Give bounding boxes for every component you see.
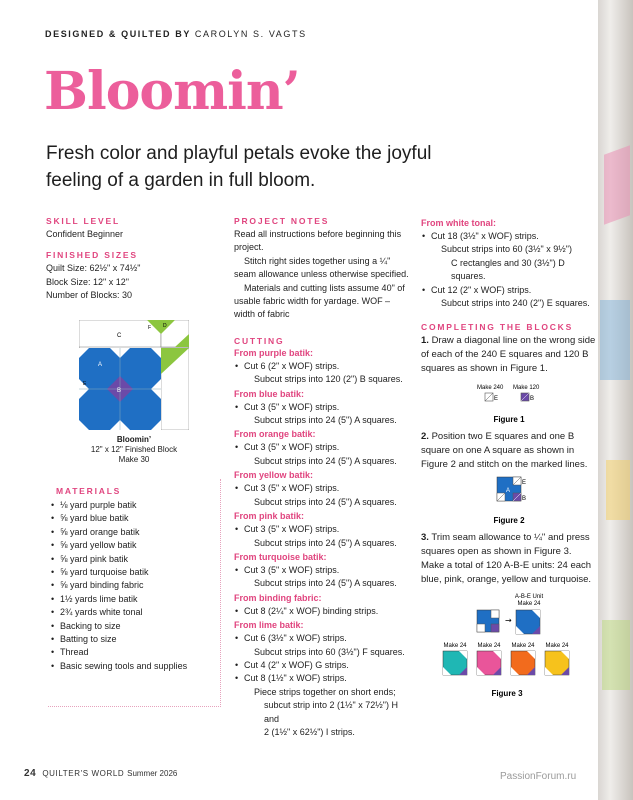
material-item: • ⅝ yard pink batik: [50, 553, 220, 566]
cut-orange-sub: Subcut strips into 24 (5") A squares.: [254, 455, 397, 466]
number-of-blocks: Number of Blocks: 30: [46, 290, 133, 301]
cut-binding-label: From binding fabric:: [234, 592, 322, 603]
materials-heading: MATERIALS: [56, 486, 122, 496]
unit-pink: [477, 643, 501, 675]
page-title: Bloomin’: [44, 61, 300, 122]
fig1-b: B: [530, 396, 535, 403]
note-p3: Materials and cutting lists assume 40" of usable fabric width for yardage. WOF – width of fabric: [234, 282, 405, 320]
unit-yellow: [545, 643, 569, 675]
fig1-make-e: Make 240: [477, 385, 504, 392]
make-pink: Make 24: [477, 643, 501, 650]
designer-name: CAROLYN S. VAGTS: [194, 29, 307, 39]
block-finished-size: 12" x 12" Finished Block: [90, 445, 178, 454]
make-orange: Make 24: [511, 643, 535, 650]
step-3-text: Trim seam allowance to ¼" and press squares open as shown in Figure 3. Make a total of 120 A-B-E units: 24 each blue, pink, orange, yellow and turquoise.: [421, 532, 592, 586]
page-number: 24: [24, 768, 37, 779]
cut-turquoise: • Cut 3 (5" x WOF) strips.: [234, 564, 409, 577]
fig1-e: E: [494, 396, 499, 403]
label-b: B: [117, 388, 122, 394]
cutting-heading: CUTTING: [234, 335, 285, 346]
block-diagram: [79, 320, 189, 430]
cut-white-1-sub-a: Subcut strips into 60 (3½" x 9½"): [441, 244, 572, 255]
label-f: F: [148, 325, 152, 331]
column-right: [421, 216, 597, 702]
fig3-unit-label: A-B-E Unit: [514, 594, 544, 601]
column-left: [46, 216, 216, 303]
unit-orange: [511, 643, 535, 675]
cut-lime-label: From lime batik:: [234, 620, 304, 631]
material-item: • ⅝ yard orange batik: [50, 526, 220, 539]
fig3-unit-make: Make 24: [517, 601, 541, 608]
page-footer: [24, 768, 177, 779]
fig2-b: B: [522, 496, 527, 503]
material-item: • ⅛ yard purple batik: [50, 499, 220, 512]
cut-purple-sub: Subcut strips into 120 (2") B squares.: [254, 374, 403, 385]
cut-turquoise-sub: Subcut strips into 24 (5") A squares.: [254, 578, 397, 589]
material-item: • Thread: [50, 646, 220, 659]
step-2: [421, 430, 597, 472]
note-p1: Read all instructions before beginning this project.: [234, 229, 402, 253]
label-e: E: [83, 381, 87, 387]
step-1-number: 1.: [421, 335, 429, 347]
finished-heading: FINISHED SIZES: [46, 250, 138, 261]
label-c: C: [117, 333, 122, 339]
note-p2: Stitch right sides together using a ¼" seam allowance unless otherwise specified.: [234, 255, 409, 280]
cut-white-1: • Cut 18 (3½" x WOF) strips.: [421, 230, 597, 243]
material-item: • 1½ yards lime batik: [50, 593, 220, 606]
cut-pink-label: From pink batik:: [234, 511, 305, 522]
label-a: A: [98, 362, 103, 368]
cut-orange-label: From orange batik:: [234, 429, 316, 440]
block-size: Block Size: 12" x 12": [46, 276, 129, 287]
cut-blue: • Cut 3 (5" x WOF) strips.: [234, 401, 409, 414]
cut-lime-2: • Cut 4 (2" x WOF) G strips.: [234, 659, 409, 672]
material-item: • 2¾ yards white tonal: [50, 606, 220, 619]
project-notes-heading: PROJECT NOTES: [234, 216, 330, 226]
unit-turquoise: [443, 643, 467, 675]
cut-blue-sub: Subcut strips into 24 (5") A squares.: [254, 415, 397, 426]
arrow-icon: →: [505, 616, 512, 626]
block-make-count: Make 30: [118, 455, 150, 464]
material-item: • ⅝ yard binding fabric: [50, 579, 220, 592]
cut-lime-3-sub-a: Piece strips together on short ends;: [254, 686, 396, 697]
cut-yellow: • Cut 3 (5" x WOF) strips.: [234, 482, 409, 495]
materials-section: [50, 480, 220, 673]
cut-blue-label: From blue batik:: [234, 388, 305, 399]
byline: [45, 29, 307, 39]
block-caption: [70, 435, 198, 465]
cut-yellow-sub: Subcut strips into 24 (5") A squares.: [254, 496, 397, 507]
step-3-number: 3.: [421, 532, 429, 544]
cut-lime-3-sub-b: subcut strip into 2 (1½" x 72½") H and: [264, 700, 398, 724]
material-item: • ⅝ yard yellow batik: [50, 539, 220, 552]
step-2-number: 2.: [421, 431, 429, 443]
magazine-name: QUILTER'S WORLD: [42, 769, 125, 778]
cut-lime-1: • Cut 6 (3½" x WOF) strips.: [234, 632, 409, 645]
cut-pink-sub: Subcut strips into 24 (5") A squares.: [254, 537, 397, 548]
cut-lime-3-sub-c: 2 (1½" x 62½") I strips.: [264, 726, 355, 737]
block-name: Bloomin’: [116, 435, 152, 444]
material-item: • Basic sewing tools and supplies: [50, 660, 220, 673]
byline-label: DESIGNED & QUILTED BY: [45, 29, 191, 39]
material-item: • ⅝ yard blue batik: [50, 512, 220, 525]
step-1-text: Draw a diagonal line on the wrong side of each of the 240 E squares and 120 B squares as shown in Figure 1.: [421, 335, 596, 375]
cut-yellow-label: From yellow batik:: [234, 470, 314, 481]
completing-heading: COMPLETING THE BLOCKS: [421, 322, 574, 333]
figure-1: [421, 380, 597, 430]
issue: Summer 2026: [127, 769, 178, 778]
cut-binding: • Cut 8 (2¼" x WOF) binding strips.: [234, 605, 409, 618]
step-2-text: Position two E squares and one B square on one A square as shown in Figure 2 and stitch on the marked lines.: [421, 431, 588, 471]
cut-lime-3: • Cut 8 (1½" x WOF) strips.: [234, 672, 409, 685]
step-1: [421, 334, 597, 376]
cut-purple: • Cut 6 (2" x WOF) strips.: [234, 360, 409, 373]
make-yellow: Make 24: [545, 643, 569, 650]
cut-white-2: • Cut 12 (2" x WOF) strips.: [421, 284, 597, 297]
fig1-caption: Figure 1: [493, 415, 525, 425]
quilt-size: Quilt Size: 62½" x 74½": [46, 263, 141, 274]
cut-pink: • Cut 3 (5" x WOF) strips.: [234, 523, 409, 536]
material-item: • Batting to size: [50, 633, 220, 646]
fig1-make-b: Make 120: [513, 385, 540, 392]
cut-turquoise-label: From turquoise batik:: [234, 551, 327, 562]
cut-white-1-sub-b: C rectangles and 30 (3½") D squares.: [451, 257, 565, 282]
cut-purple-label: From purple batik:: [234, 347, 314, 358]
figure-2: [421, 473, 597, 531]
skill-heading: SKILL LEVEL: [46, 216, 120, 226]
fig2-e: E: [522, 480, 527, 487]
figure-3: [421, 590, 597, 702]
make-turquoise: Make 24: [443, 643, 467, 650]
column-middle: [234, 216, 409, 739]
cut-lime-1-sub: Subcut strips into 60 (3½") F squares.: [254, 646, 405, 657]
label-d: D: [163, 323, 167, 329]
fig2-caption: Figure 2: [493, 516, 525, 526]
subtitle: Fresh color and playful petals evoke the joyful feeling of a garden in full bloom.: [46, 143, 432, 191]
cut-orange: • Cut 3 (5" x WOF) strips.: [234, 441, 409, 454]
fig2-a: A: [506, 488, 511, 495]
quilt-photo-edge: [598, 0, 633, 800]
material-item: • Backing to size: [50, 620, 220, 633]
step-3: [421, 531, 597, 587]
watermark: PassionForum.ru: [500, 771, 577, 782]
cut-white-2-sub: Subcut strips into 240 (2") E squares.: [441, 298, 590, 309]
fig3-caption: Figure 3: [491, 689, 523, 699]
cut-white-label: From white tonal:: [421, 218, 496, 228]
material-item: • ⅝ yard turquoise batik: [50, 566, 220, 579]
skill-value: Confident Beginner: [46, 229, 124, 239]
